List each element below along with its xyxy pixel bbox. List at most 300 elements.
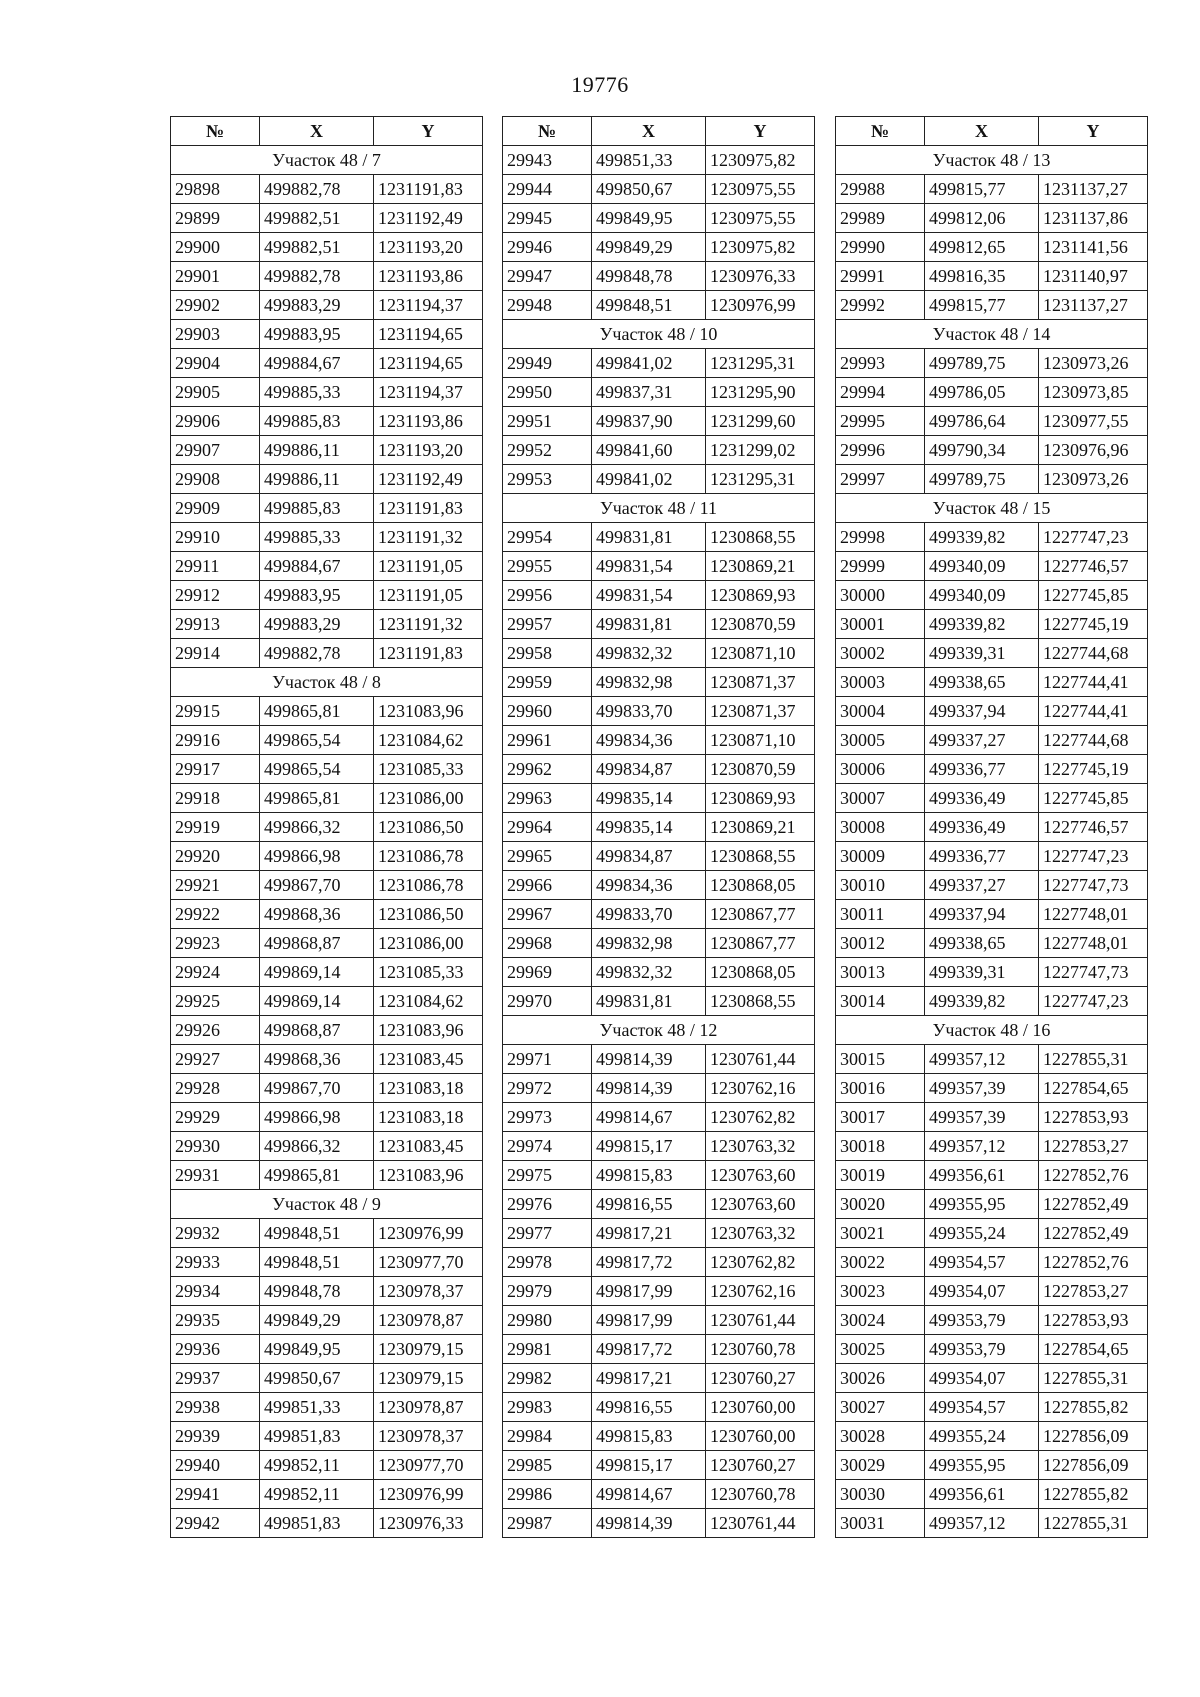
x-coordinate-cell: 499815,17 [592, 1132, 706, 1161]
point-number-cell: 30023 [836, 1277, 925, 1306]
y-coordinate-cell: 1230870,59 [706, 610, 815, 639]
point-number-cell: 30026 [836, 1364, 925, 1393]
table-row [503, 900, 815, 929]
point-number-cell: 29974 [503, 1132, 592, 1161]
point-number-cell: 29904 [171, 349, 260, 378]
table-row [836, 233, 1148, 262]
point-number-cell: 29951 [503, 407, 592, 436]
header-row [503, 117, 815, 146]
point-number-cell: 29971 [503, 1045, 592, 1074]
y-coordinate-cell: 1231086,00 [374, 929, 483, 958]
point-number-cell: 29946 [503, 233, 592, 262]
table-row [503, 523, 815, 552]
point-number-cell: 29934 [171, 1277, 260, 1306]
point-number-cell: 29919 [171, 813, 260, 842]
table-row [171, 1045, 483, 1074]
table-row [836, 755, 1148, 784]
y-coordinate-cell: 1230868,55 [706, 987, 815, 1016]
x-coordinate-cell: 499355,24 [925, 1219, 1039, 1248]
x-coordinate-cell: 499816,55 [592, 1393, 706, 1422]
x-coordinate-cell: 499867,70 [260, 1074, 374, 1103]
point-number-cell: 30012 [836, 929, 925, 958]
y-coordinate-cell: 1227744,41 [1039, 668, 1148, 697]
table-row [836, 958, 1148, 987]
table-row [171, 204, 483, 233]
point-number-cell: 29953 [503, 465, 592, 494]
table-row [836, 1190, 1148, 1219]
x-coordinate-cell: 499355,95 [925, 1190, 1039, 1219]
x-coordinate-cell: 499885,83 [260, 407, 374, 436]
y-coordinate-cell: 1231191,05 [374, 581, 483, 610]
table-row [503, 1045, 815, 1074]
x-coordinate-cell: 499356,61 [925, 1161, 1039, 1190]
point-number-cell: 30013 [836, 958, 925, 987]
table-row [503, 668, 815, 697]
section-row [171, 146, 483, 175]
point-number-cell: 29929 [171, 1103, 260, 1132]
table-row [836, 1074, 1148, 1103]
table-row [836, 1335, 1148, 1364]
x-coordinate-cell: 499832,32 [592, 958, 706, 987]
y-coordinate-cell: 1227746,57 [1039, 813, 1148, 842]
y-coordinate-cell: 1231086,78 [374, 871, 483, 900]
point-number-cell: 29924 [171, 958, 260, 987]
y-coordinate-cell: 1231193,86 [374, 407, 483, 436]
y-coordinate-cell: 1231083,45 [374, 1045, 483, 1074]
table-row [836, 436, 1148, 465]
point-number-cell: 29972 [503, 1074, 592, 1103]
x-coordinate-cell: 499338,65 [925, 929, 1039, 958]
point-number-cell: 29926 [171, 1016, 260, 1045]
y-coordinate-cell: 1231191,32 [374, 610, 483, 639]
section-row [503, 320, 815, 349]
table-row [836, 1219, 1148, 1248]
point-number-cell: 29962 [503, 755, 592, 784]
point-number-cell: 29964 [503, 813, 592, 842]
table-row [503, 639, 815, 668]
y-coordinate-cell: 1231194,65 [374, 349, 483, 378]
point-number-cell: 29921 [171, 871, 260, 900]
point-number-cell: 29979 [503, 1277, 592, 1306]
x-coordinate-cell: 499814,39 [592, 1509, 706, 1538]
y-coordinate-cell: 1230868,55 [706, 842, 815, 871]
point-number-cell: 29909 [171, 494, 260, 523]
y-coordinate-cell: 1227744,68 [1039, 726, 1148, 755]
table-row [171, 1277, 483, 1306]
table-row [836, 1277, 1148, 1306]
x-coordinate-cell: 499812,65 [925, 233, 1039, 262]
x-coordinate-cell: 499336,49 [925, 813, 1039, 842]
table-row [171, 1480, 483, 1509]
point-number-cell: 30030 [836, 1480, 925, 1509]
point-number-cell: 29958 [503, 639, 592, 668]
table-row [503, 1219, 815, 1248]
table-row [503, 1509, 815, 1538]
table-row [503, 552, 815, 581]
x-coordinate-cell: 499814,67 [592, 1480, 706, 1509]
point-number-cell: 29947 [503, 262, 592, 291]
point-number-cell: 29955 [503, 552, 592, 581]
point-number-cell: 29956 [503, 581, 592, 610]
y-coordinate-cell: 1231141,56 [1039, 233, 1148, 262]
table-row [836, 1248, 1148, 1277]
point-number-cell: 29999 [836, 552, 925, 581]
point-number-cell: 29925 [171, 987, 260, 1016]
table-row [171, 1451, 483, 1480]
x-coordinate-cell: 499815,83 [592, 1422, 706, 1451]
point-number-cell: 29923 [171, 929, 260, 958]
y-coordinate-cell: 1231086,00 [374, 784, 483, 813]
y-coordinate-cell: 1230871,10 [706, 639, 815, 668]
table-row [836, 987, 1148, 1016]
y-coordinate-cell: 1230763,32 [706, 1219, 815, 1248]
table-row [503, 1161, 815, 1190]
table-row [171, 1248, 483, 1277]
y-coordinate-cell: 1231295,90 [706, 378, 815, 407]
point-number-cell: 29917 [171, 755, 260, 784]
point-number-cell: 30019 [836, 1161, 925, 1190]
y-coordinate-cell: 1230975,82 [706, 233, 815, 262]
table-row [503, 204, 815, 233]
x-coordinate-cell: 499868,36 [260, 900, 374, 929]
y-coordinate-cell: 1230976,99 [374, 1219, 483, 1248]
x-coordinate-cell: 499338,65 [925, 668, 1039, 697]
point-number-cell: 29916 [171, 726, 260, 755]
y-coordinate-cell: 1227853,93 [1039, 1306, 1148, 1335]
table-row [836, 291, 1148, 320]
y-coordinate-cell: 1231191,32 [374, 523, 483, 552]
y-coordinate-cell: 1230760,00 [706, 1393, 815, 1422]
x-coordinate-cell: 499815,17 [592, 1451, 706, 1480]
table-row [836, 726, 1148, 755]
point-number-cell: 29983 [503, 1393, 592, 1422]
y-coordinate-cell: 1227747,23 [1039, 523, 1148, 552]
column-header-number: № [503, 117, 592, 146]
table-row [171, 1509, 483, 1538]
x-coordinate-cell: 499851,83 [260, 1422, 374, 1451]
point-number-cell: 30011 [836, 900, 925, 929]
table-row [171, 378, 483, 407]
x-coordinate-cell: 499868,87 [260, 929, 374, 958]
table-row [836, 697, 1148, 726]
table-row [503, 175, 815, 204]
y-coordinate-cell: 1230760,27 [706, 1451, 815, 1480]
x-coordinate-cell: 499848,51 [260, 1219, 374, 1248]
point-number-cell: 29968 [503, 929, 592, 958]
y-coordinate-cell: 1227853,27 [1039, 1132, 1148, 1161]
table-row [836, 813, 1148, 842]
table-row [836, 204, 1148, 233]
coordinates-table-3 [835, 116, 1148, 1538]
x-coordinate-cell: 499831,54 [592, 581, 706, 610]
section-title: Участок 48 / 10 [503, 320, 815, 349]
x-coordinate-cell: 499850,67 [260, 1364, 374, 1393]
point-number-cell: 30024 [836, 1306, 925, 1335]
y-coordinate-cell: 1230978,87 [374, 1393, 483, 1422]
x-coordinate-cell: 499337,94 [925, 900, 1039, 929]
y-coordinate-cell: 1227855,31 [1039, 1045, 1148, 1074]
y-coordinate-cell: 1231191,83 [374, 175, 483, 204]
column-header-number: № [836, 117, 925, 146]
y-coordinate-cell: 1227852,76 [1039, 1161, 1148, 1190]
point-number-cell: 29997 [836, 465, 925, 494]
point-number-cell: 29936 [171, 1335, 260, 1364]
table-row [503, 378, 815, 407]
x-coordinate-cell: 499834,87 [592, 755, 706, 784]
x-coordinate-cell: 499337,27 [925, 726, 1039, 755]
point-number-cell: 29989 [836, 204, 925, 233]
y-coordinate-cell: 1230869,93 [706, 784, 815, 813]
point-number-cell: 29933 [171, 1248, 260, 1277]
x-coordinate-cell: 499355,24 [925, 1422, 1039, 1451]
column-header-number: № [171, 117, 260, 146]
table-row [836, 262, 1148, 291]
x-coordinate-cell: 499336,49 [925, 784, 1039, 813]
point-number-cell: 29920 [171, 842, 260, 871]
point-number-cell: 30015 [836, 1045, 925, 1074]
x-coordinate-cell: 499817,99 [592, 1306, 706, 1335]
point-number-cell: 29980 [503, 1306, 592, 1335]
x-coordinate-cell: 499816,55 [592, 1190, 706, 1219]
table-row [503, 233, 815, 262]
x-coordinate-cell: 499786,05 [925, 378, 1039, 407]
y-coordinate-cell: 1231085,33 [374, 958, 483, 987]
y-coordinate-cell: 1230979,15 [374, 1364, 483, 1393]
point-number-cell: 30010 [836, 871, 925, 900]
table-row [503, 581, 815, 610]
x-coordinate-cell: 499816,35 [925, 262, 1039, 291]
x-coordinate-cell: 499834,36 [592, 726, 706, 755]
y-coordinate-cell: 1231083,96 [374, 697, 483, 726]
x-coordinate-cell: 499882,78 [260, 262, 374, 291]
x-coordinate-cell: 499817,99 [592, 1277, 706, 1306]
table-row [503, 465, 815, 494]
y-coordinate-cell: 1231191,05 [374, 552, 483, 581]
x-coordinate-cell: 499817,21 [592, 1364, 706, 1393]
point-number-cell: 30014 [836, 987, 925, 1016]
table-row [503, 610, 815, 639]
x-coordinate-cell: 499831,81 [592, 610, 706, 639]
y-coordinate-cell: 1230978,37 [374, 1277, 483, 1306]
x-coordinate-cell: 499356,61 [925, 1480, 1039, 1509]
table-row [836, 784, 1148, 813]
table-row [503, 291, 815, 320]
table-row [171, 407, 483, 436]
x-coordinate-cell: 499882,78 [260, 175, 374, 204]
y-coordinate-cell: 1227855,82 [1039, 1393, 1148, 1422]
y-coordinate-cell: 1227855,31 [1039, 1509, 1148, 1538]
table-row [836, 1045, 1148, 1074]
point-number-cell: 29988 [836, 175, 925, 204]
y-coordinate-cell: 1227747,73 [1039, 871, 1148, 900]
y-coordinate-cell: 1227745,85 [1039, 581, 1148, 610]
x-coordinate-cell: 499339,31 [925, 958, 1039, 987]
point-number-cell: 29995 [836, 407, 925, 436]
y-coordinate-cell: 1231084,62 [374, 726, 483, 755]
x-coordinate-cell: 499865,54 [260, 726, 374, 755]
table-row [503, 1248, 815, 1277]
x-coordinate-cell: 499812,06 [925, 204, 1039, 233]
x-coordinate-cell: 499885,33 [260, 523, 374, 552]
table-row [836, 523, 1148, 552]
x-coordinate-cell: 499831,81 [592, 987, 706, 1016]
y-coordinate-cell: 1230976,33 [374, 1509, 483, 1538]
point-number-cell: 29898 [171, 175, 260, 204]
table-row [503, 1277, 815, 1306]
point-number-cell: 30022 [836, 1248, 925, 1277]
y-coordinate-cell: 1230762,16 [706, 1074, 815, 1103]
table-row [836, 900, 1148, 929]
point-number-cell: 29931 [171, 1161, 260, 1190]
y-coordinate-cell: 1231194,65 [374, 320, 483, 349]
section-row [503, 494, 815, 523]
point-number-cell: 29967 [503, 900, 592, 929]
y-coordinate-cell: 1231086,78 [374, 842, 483, 871]
point-number-cell: 29978 [503, 1248, 592, 1277]
section-row [503, 1016, 815, 1045]
point-number-cell: 29938 [171, 1393, 260, 1422]
table-row [503, 1364, 815, 1393]
x-coordinate-cell: 499841,60 [592, 436, 706, 465]
y-coordinate-cell: 1230763,60 [706, 1190, 815, 1219]
column-header-x: X [260, 117, 374, 146]
table-row [171, 755, 483, 784]
x-coordinate-cell: 499882,51 [260, 233, 374, 262]
point-number-cell: 30020 [836, 1190, 925, 1219]
x-coordinate-cell: 499337,94 [925, 697, 1039, 726]
table-row [503, 784, 815, 813]
page-number: 19776 [571, 72, 629, 97]
y-coordinate-cell: 1230869,21 [706, 552, 815, 581]
y-coordinate-cell: 1227856,09 [1039, 1422, 1148, 1451]
point-number-cell: 29939 [171, 1422, 260, 1451]
y-coordinate-cell: 1230761,44 [706, 1306, 815, 1335]
point-number-cell: 29959 [503, 668, 592, 697]
table-row [836, 1509, 1148, 1538]
y-coordinate-cell: 1231086,50 [374, 900, 483, 929]
y-coordinate-cell: 1227744,68 [1039, 639, 1148, 668]
table-row [171, 784, 483, 813]
point-number-cell: 29984 [503, 1422, 592, 1451]
table-row [171, 842, 483, 871]
y-coordinate-cell: 1231194,37 [374, 291, 483, 320]
point-number-cell: 29930 [171, 1132, 260, 1161]
y-coordinate-cell: 1230871,37 [706, 668, 815, 697]
y-coordinate-cell: 1231083,18 [374, 1103, 483, 1132]
table-row [836, 639, 1148, 668]
point-number-cell: 29912 [171, 581, 260, 610]
x-coordinate-cell: 499814,67 [592, 1103, 706, 1132]
x-coordinate-cell: 499865,81 [260, 784, 374, 813]
point-number-cell: 29993 [836, 349, 925, 378]
point-number-cell: 29927 [171, 1045, 260, 1074]
y-coordinate-cell: 1227745,19 [1039, 755, 1148, 784]
y-coordinate-cell: 1231083,96 [374, 1016, 483, 1045]
y-coordinate-cell: 1230760,00 [706, 1422, 815, 1451]
x-coordinate-cell: 499814,39 [592, 1074, 706, 1103]
y-coordinate-cell: 1231295,31 [706, 349, 815, 378]
y-coordinate-cell: 1231192,49 [374, 204, 483, 233]
y-coordinate-cell: 1230761,44 [706, 1509, 815, 1538]
y-coordinate-cell: 1230871,10 [706, 726, 815, 755]
x-coordinate-cell: 499851,33 [592, 146, 706, 175]
point-number-cell: 29990 [836, 233, 925, 262]
table-row [836, 1422, 1148, 1451]
table-row [171, 1161, 483, 1190]
table-row [503, 1190, 815, 1219]
y-coordinate-cell: 1227745,19 [1039, 610, 1148, 639]
table-row [503, 1451, 815, 1480]
table-row [171, 581, 483, 610]
y-coordinate-cell: 1231137,27 [1039, 175, 1148, 204]
table-row [836, 349, 1148, 378]
point-number-cell: 30025 [836, 1335, 925, 1364]
x-coordinate-cell: 499789,75 [925, 349, 1039, 378]
y-coordinate-cell: 1230868,05 [706, 871, 815, 900]
point-number-cell: 29903 [171, 320, 260, 349]
x-coordinate-cell: 499869,14 [260, 987, 374, 1016]
table-row [836, 1132, 1148, 1161]
table-row [503, 1480, 815, 1509]
section-row [836, 1016, 1148, 1045]
y-coordinate-cell: 1231083,18 [374, 1074, 483, 1103]
table-row [503, 958, 815, 987]
point-number-cell: 29911 [171, 552, 260, 581]
x-coordinate-cell: 499339,82 [925, 523, 1039, 552]
y-coordinate-cell: 1227854,65 [1039, 1335, 1148, 1364]
x-coordinate-cell: 499340,09 [925, 581, 1039, 610]
y-coordinate-cell: 1227747,73 [1039, 958, 1148, 987]
x-coordinate-cell: 499789,75 [925, 465, 1039, 494]
x-coordinate-cell: 499339,82 [925, 610, 1039, 639]
y-coordinate-cell: 1227852,76 [1039, 1248, 1148, 1277]
section-row [171, 668, 483, 697]
point-number-cell: 29910 [171, 523, 260, 552]
x-coordinate-cell: 499866,32 [260, 813, 374, 842]
point-number-cell: 29937 [171, 1364, 260, 1393]
y-coordinate-cell: 1231192,49 [374, 465, 483, 494]
table-row [503, 262, 815, 291]
point-number-cell: 29981 [503, 1335, 592, 1364]
column-header-y: Y [1039, 117, 1148, 146]
point-number-cell: 29945 [503, 204, 592, 233]
y-coordinate-cell: 1230868,05 [706, 958, 815, 987]
point-number-cell: 29918 [171, 784, 260, 813]
table-row [171, 1335, 483, 1364]
point-number-cell: 30029 [836, 1451, 925, 1480]
x-coordinate-cell: 499841,02 [592, 349, 706, 378]
point-number-cell: 29970 [503, 987, 592, 1016]
x-coordinate-cell: 499886,11 [260, 465, 374, 494]
y-coordinate-cell: 1230760,27 [706, 1364, 815, 1393]
x-coordinate-cell: 499882,78 [260, 639, 374, 668]
y-coordinate-cell: 1231085,33 [374, 755, 483, 784]
table-row [836, 1393, 1148, 1422]
point-number-cell: 29998 [836, 523, 925, 552]
y-coordinate-cell: 1231083,45 [374, 1132, 483, 1161]
point-number-cell: 29907 [171, 436, 260, 465]
point-number-cell: 30021 [836, 1219, 925, 1248]
x-coordinate-cell: 499848,78 [260, 1277, 374, 1306]
table-row [171, 1103, 483, 1132]
y-coordinate-cell: 1227748,01 [1039, 929, 1148, 958]
x-coordinate-cell: 499849,29 [592, 233, 706, 262]
section-title: Участок 48 / 12 [503, 1016, 815, 1045]
table-row [171, 1393, 483, 1422]
x-coordinate-cell: 499353,79 [925, 1306, 1039, 1335]
point-number-cell: 29952 [503, 436, 592, 465]
x-coordinate-cell: 499834,36 [592, 871, 706, 900]
